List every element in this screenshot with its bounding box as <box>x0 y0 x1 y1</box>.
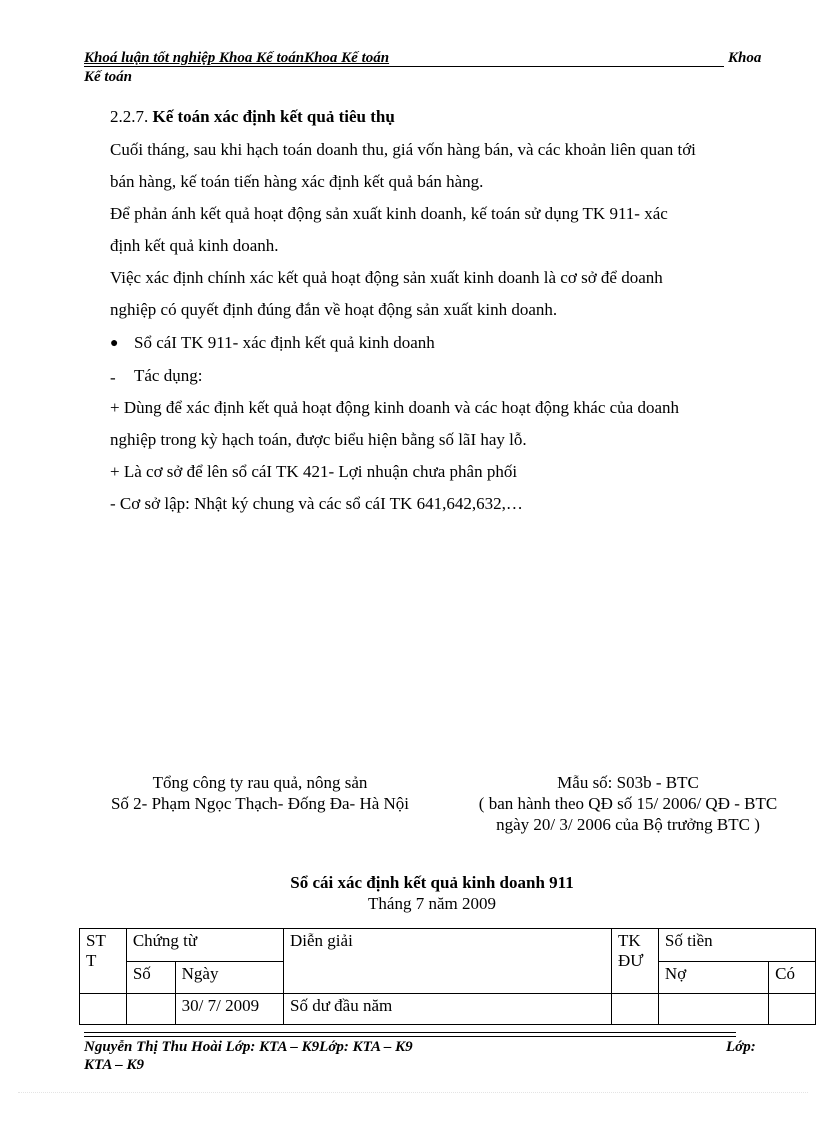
section-title: Kế toán xác định kết quả tiêu thụ <box>152 107 395 126</box>
header-dien-giai: Diễn giải <box>284 929 612 994</box>
header-co: Có <box>769 961 816 994</box>
form-date: ngày 20/ 3/ 2006 của Bộ trưởng BTC ) <box>496 815 760 834</box>
ledger-title: Sổ cái xác định kết quả kinh doanh 911 <box>290 873 574 892</box>
bullet-icon: ● <box>110 336 119 351</box>
cell-so <box>126 994 175 1025</box>
uses-line: + Dùng để xác định kết quả hoạt động kinh doanh và các hoạt động khác của doanh <box>110 398 680 417</box>
cell-dien-giai: Số dư đầu năm <box>284 994 612 1025</box>
header-no: Nợ <box>658 961 768 994</box>
cell-co <box>769 994 816 1025</box>
paragraph-line: bán hàng, kế toán tiến hàng xác định kết quả bán hàng. <box>110 172 484 191</box>
header-so-tien: Số tiền <box>658 929 815 962</box>
form-code: Mẫu số: S03b - BTC <box>557 773 699 792</box>
cell-no <box>658 994 768 1025</box>
page-footer-left: Nguyễn Thị Thu Hoài Lớp: KTA – K9Lớp: KTA – K9 <box>84 1039 413 1055</box>
header-chung-tu: Chứng từ <box>126 929 283 962</box>
paragraph-line: Cuối tháng, sau khi hạch toán doanh thu, giá vốn hàng bán, và các khoản liên quan tới <box>110 140 696 159</box>
bullet-item: Sổ cáI TK 911- xác định kết quả kinh doanh <box>134 333 435 352</box>
section-number: 2.2.7. <box>110 107 149 126</box>
cell-ngay: 30/ 7/ 2009 <box>175 994 283 1025</box>
form-info-block <box>440 772 816 835</box>
page-header-right: Khoa <box>728 50 762 66</box>
cell-tk <box>612 994 659 1025</box>
header-rule <box>84 66 724 67</box>
ledger-period: Tháng 7 năm 2009 <box>368 894 496 913</box>
table-header-row <box>80 929 816 962</box>
header-tk-du: TK ĐƯ <box>612 929 659 994</box>
section-heading <box>110 107 395 127</box>
organization-name: Tổng công ty rau quả, nông sản <box>152 773 368 792</box>
paragraph-line: định kết quả kinh doanh. <box>110 236 279 255</box>
table-row <box>80 994 816 1025</box>
header-ngay: Ngày <box>175 961 283 994</box>
header-so: Số <box>126 961 175 994</box>
uses-line: - Cơ sở lập: Nhật ký chung và các sổ cáI TK 641,642,632,… <box>110 494 523 513</box>
page-header-left: Khoá luận tốt nghiệp Khoa Kế toánKhoa Kế toán <box>84 50 390 66</box>
page-bottom-divider <box>18 1092 808 1093</box>
uses-line: + Là cơ sở để lên sổ cáI TK 421- Lợi nhuận chưa phân phối <box>110 462 518 481</box>
page-footer-line2: KTA – K9 <box>84 1057 145 1073</box>
ledger-table <box>79 928 816 1025</box>
cell-stt <box>80 994 127 1025</box>
organization-address: Số 2- Phạm Ngọc Thạch- Đống Đa- Hà Nội <box>110 794 410 813</box>
paragraph-line: nghiệp có quyết định đúng đắn về hoạt động sản xuất kinh doanh. <box>110 300 558 319</box>
header-stt: ST T <box>80 929 127 994</box>
page-footer-right: Lớp: <box>726 1039 756 1055</box>
dash-icon: - <box>110 368 116 387</box>
form-decree: ( ban hành theo QĐ số 15/ 2006/ QĐ - BTC <box>478 794 778 813</box>
page-header-line2: Kế toán <box>84 69 132 85</box>
paragraph-line: Việc xác định chính xác kết quả hoạt động sản xuất kinh doanh là cơ sở để doanh <box>110 268 663 287</box>
uses-line: nghiệp trong kỳ hạch toán, được biểu hiện bằng số lãI hay lỗ. <box>110 430 527 449</box>
footer-rule <box>84 1032 736 1037</box>
organization-block <box>84 772 436 814</box>
dash-item: Tác dụng: <box>134 366 203 385</box>
paragraph-line: Để phản ánh kết quả hoạt động sản xuất kinh doanh, kế toán sử dụng TK 911- xác <box>110 204 668 223</box>
